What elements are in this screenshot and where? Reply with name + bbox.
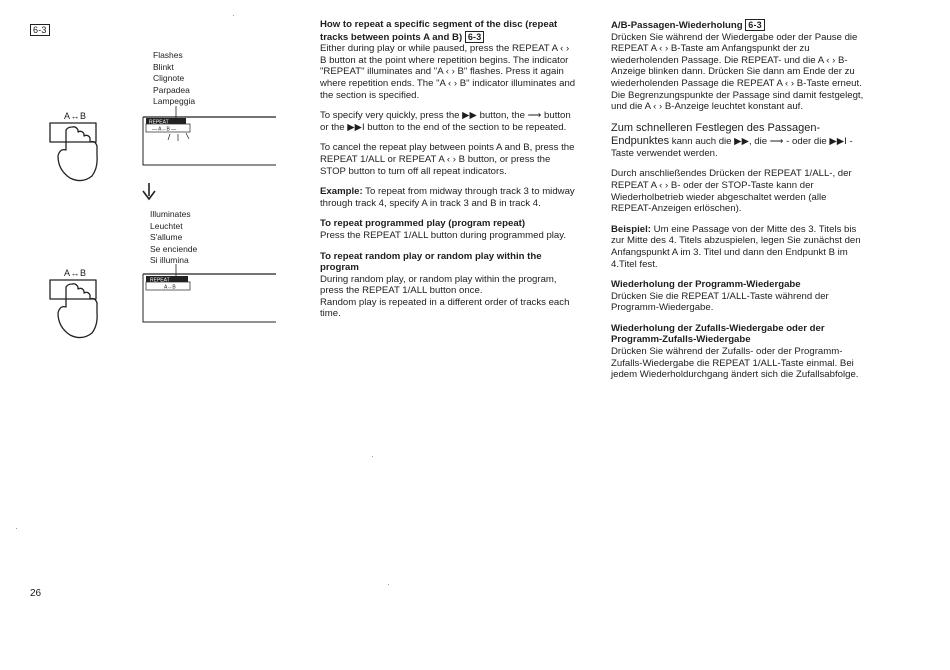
figure-reference: 6-3: [30, 24, 50, 36]
paragraph: Either during play or while paused, press the REPEAT A ‹ › B button at the point where repetition begins. The indicator "REPEAT" illuminates and "A ‹ › B" flashes. Press it again where repetition ends. The "A ‹ › B" indicator illuminates and the section is specified.: [320, 43, 576, 101]
hand-press-icon: [50, 280, 97, 338]
svg-text:A↔B: A↔B: [164, 284, 176, 291]
down-arrow-icon: [143, 183, 155, 199]
section-heading: To repeat programmed play (program repeat): [320, 218, 526, 230]
ab-button-label: A↔B: [64, 268, 87, 278]
paragraph: kann auch die ▶▶, die ⟶ - oder die ▶▶I -Taste verwendet werden.: [611, 135, 853, 159]
illuminate-state-labels: [150, 209, 197, 267]
paragraph: Drücken Sie die REPEAT 1/ALL-Taste während der Programm-Wiedergabe.: [611, 290, 829, 314]
paragraph: Drücken Sie während der Wiedergabe oder der Pause die REPEAT A ‹ › B-Taste am Anfangspunkt der zu wiederholenden Passage. Die REPEAT- und die A ‹ › B-Anzeige blinken dann. Drücken Sie dann am Ende der zu wiederholenden Passage die REPEAT A ‹ › B-Taste erneut. Die Begrenzungspunkte der Passage sind damit festgelegt, und die A ‹ › B-Anzeige leuchtet konstant auf.: [611, 31, 864, 113]
paragraph: During random play, or random play within the program, press the REPEAT 1/ALL button once.: [320, 273, 557, 297]
state-label: Lampeggia: [153, 96, 196, 106]
english-column: [320, 19, 578, 320]
paragraph: Durch anschließendes Drücken der REPEAT 1/ALL-, der REPEAT A ‹ › B- oder der STOP-Taste kann der Wiederholbetrieb wieder abgeschaltet werden (alle REPEAT-Anzeigen erlöschen).: [611, 168, 852, 215]
display-repeat-text: REPEAT: [149, 119, 169, 126]
paragraph: Random play is repeated in a different order of tracks each time.: [320, 296, 570, 320]
paragraph: Press the REPEAT 1/ALL button during programmed play.: [320, 229, 567, 241]
state-label: Si illumina: [150, 255, 189, 265]
section-heading: Wiederholung der Zufalls-Wiedergabe oder der Programm-Zufalls-Wiedergabe: [611, 322, 825, 346]
section-heading: To repeat random play or random play within the program: [320, 250, 542, 274]
state-label: Leuchtet: [150, 220, 183, 231]
svg-text:REPEAT: REPEAT: [150, 277, 170, 284]
paragraph: Drücken Sie während der Zufalls- oder der Programm-Zufalls-Wiedergabe die REPEAT 1/ALL-Taste einmal. Bei jedem Wiederholdurchgang ändert sich die Zufallsabfolge.: [611, 346, 859, 381]
scan-speck: [372, 456, 373, 457]
display-ab-text: — A↔B —: [152, 126, 177, 133]
example-paragraph: Example: To repeat from midway through track 3 to midway through track 4, specify A in track 3 and B in track 4.: [320, 186, 575, 209]
paragraph: To cancel the repeat play between points A and B, press the REPEAT 1/ALL or REPEAT A ‹ › B button, or press the STOP button to turn off all repeat indicators.: [320, 142, 575, 177]
section-heading: How to repeat a specific segment of the disc (repeat tracks between points A and B) 6-3: [320, 19, 558, 43]
paragraph: To specify very quickly, press the ▶▶ button, the ⟶ button or the ▶▶I button to the end of the section to be repeated.: [320, 110, 571, 133]
state-label: Illuminates: [150, 209, 191, 219]
state-label: Blinkt: [153, 61, 174, 72]
state-label: Flashes: [153, 50, 183, 60]
state-label: S'allume: [150, 232, 183, 242]
state-label: Clignote: [153, 73, 185, 83]
section-heading: Wiederholung der Programm-Wiedergabe: [611, 279, 801, 291]
example-paragraph: Beispiel: Um eine Passage von der Mitte des 3. Titels bis zur Mitte des 4. Titels abzuspielen, legen Sie zunächst den Anfangspunkt A im 3. Titel und dann den Endpunkt B im 4.Titel fest.: [611, 223, 861, 270]
ab-button-label: A↔B: [64, 111, 87, 121]
scan-speck: [233, 15, 234, 16]
german-column: [611, 19, 869, 381]
scan-speck: [388, 584, 389, 585]
paragraph-lead: Zum schnelleren Festlegen des Passagen-Endpunktes: [611, 121, 821, 147]
repeat-illustration: [0, 0, 300, 360]
section-heading: A/B-Passagen-Wiederholung 6-3: [611, 19, 869, 32]
scan-speck: [16, 528, 17, 529]
hand-press-icon: [50, 123, 97, 181]
page-number: 26: [30, 588, 42, 599]
state-label: Se enciende: [150, 243, 198, 254]
state-label: Parpadea: [153, 84, 190, 95]
